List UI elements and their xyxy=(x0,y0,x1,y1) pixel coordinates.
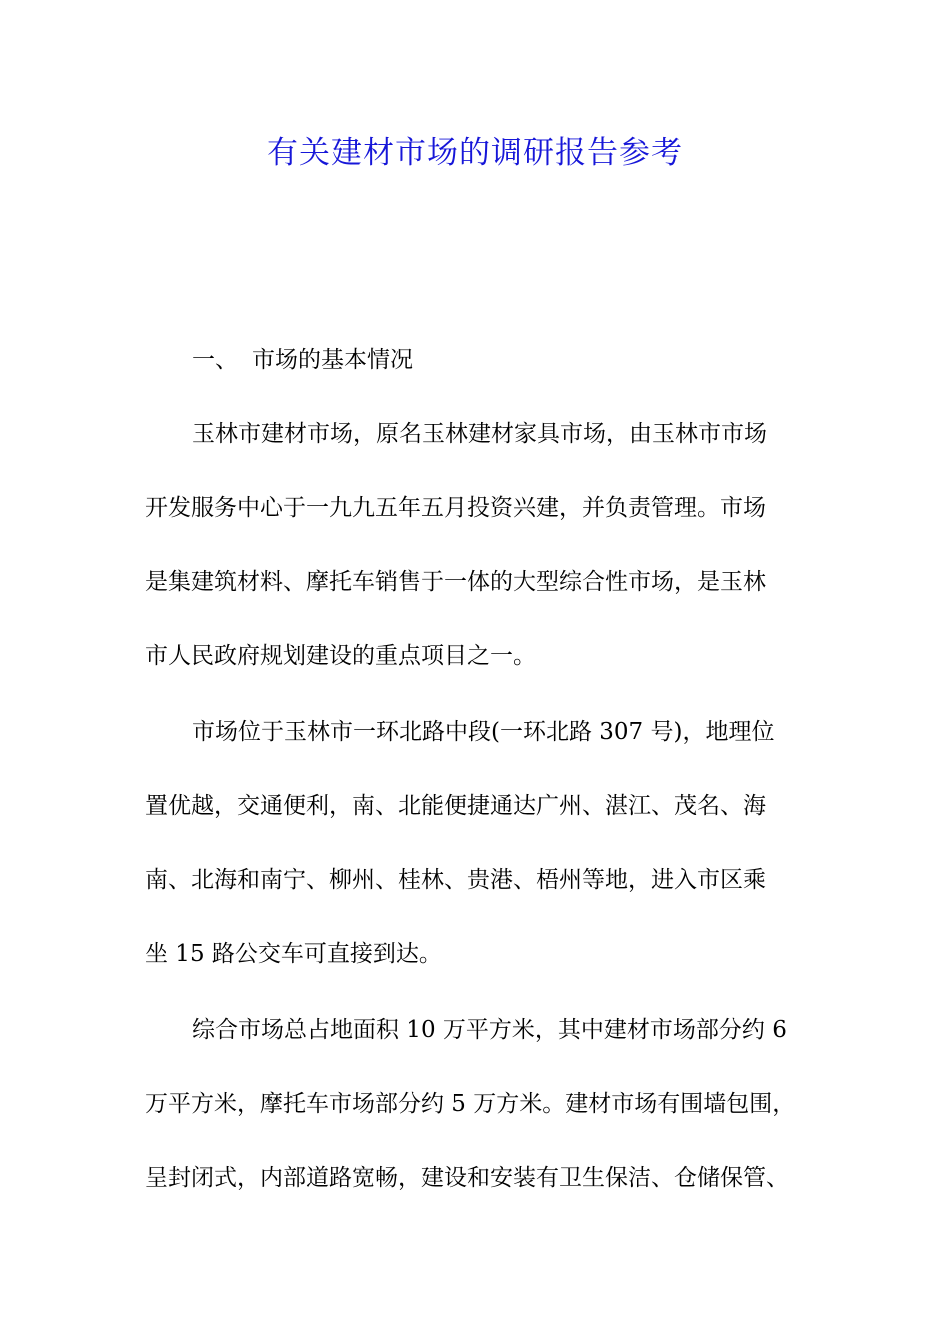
paragraph-line: 呈封闭式，内部道路宽畅，建设和安装有卫生保洁、仓储保管、 xyxy=(145,1165,789,1191)
paragraph-line: 万平方米，摩托车市场部分约 5 万方米。建材市场有围墙包围， xyxy=(145,1091,796,1117)
paragraph-line: 市人民政府规划建设的重点项目之一。 xyxy=(145,643,536,669)
paragraph-line: 坐 15 路公交车可直接到达。 xyxy=(145,941,442,967)
section-heading: 市场的基本情况 xyxy=(252,347,413,373)
paragraph-line: 综合市场总占地面积 10 万平方米，其中建材市场部分约 6 xyxy=(192,1017,787,1043)
paragraph-line: 开发服务中心于一九九五年五月投资兴建，并负责管理。市场 xyxy=(145,495,766,521)
paragraph-line: 南、北海和南宁、柳州、桂林、贵港、梧州等地，进入市区乘 xyxy=(145,867,766,893)
paragraph-line: 玉林市建材市场，原名玉林建材家具市场，由玉林市市场 xyxy=(192,421,767,447)
paragraph-line: 置优越，交通便利，南、北能便捷通达广州、湛江、茂名、海 xyxy=(145,793,766,819)
section-number: 一、 xyxy=(192,347,238,373)
paragraph-line: 是集建筑材料、摩托车销售于一体的大型综合性市场，是玉林 xyxy=(145,569,766,595)
document-title: 有关建材市场的调研报告参考 xyxy=(267,135,683,171)
paragraph-line: 市场位于玉林市一环北路中段(一环北路 307 号)，地理位 xyxy=(192,719,775,745)
